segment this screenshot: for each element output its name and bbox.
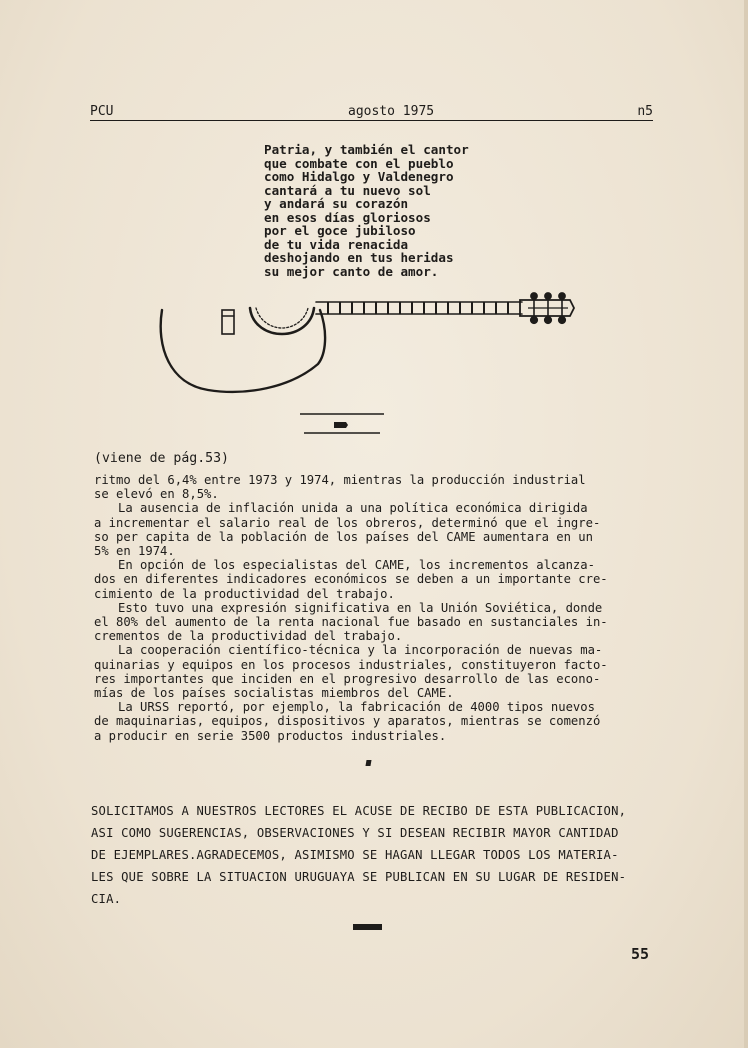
poem-line: su mejor canto de amor. bbox=[264, 263, 439, 279]
poem-line: por el goce jubiloso bbox=[264, 223, 416, 238]
header-issue: n5 bbox=[637, 104, 653, 119]
end-dash bbox=[353, 924, 382, 930]
poem-line: que combate con el pueblo bbox=[264, 155, 454, 171]
article-line: Esto tuvo una expresión significativa en la Unión Soviética, donde bbox=[118, 600, 603, 615]
article-line: dos en diferentes indicadores económicos se deben a un importante cre- bbox=[94, 572, 608, 587]
notice-line: SOLICITAMOS A NUESTROS LECTORES EL ACUSE DE RECIBO DE ESTA PUBLICACION, bbox=[91, 804, 627, 818]
article-line: crementos de la productividad del trabajo. bbox=[94, 629, 403, 644]
page-number: 55 bbox=[631, 945, 650, 963]
header-publication: PCU bbox=[90, 104, 114, 119]
poem-line: Patria, y también el cantor bbox=[264, 142, 469, 157]
article-line: quinarias y equipos en los procesos industriales, constituyeron facto- bbox=[94, 657, 608, 672]
article-line: 5% en 1974. bbox=[94, 544, 175, 559]
article-line: res importantes que inciden en el progresivo desarrollo de las econo- bbox=[94, 671, 601, 686]
article-line: a producir en serie 3500 productos industriales. bbox=[94, 728, 447, 743]
article-line: se elevó en 8,5%. bbox=[94, 487, 219, 502]
article-line: so per capita de la población de los países del CAME aumentara en un bbox=[94, 529, 593, 544]
article-line: La URSS reportó, por ejemplo, la fabricación de 4000 tipos nuevos bbox=[118, 700, 595, 715]
poem-line: deshojando en tus heridas bbox=[264, 250, 454, 265]
poem-line: cantará a tu nuevo sol bbox=[264, 182, 431, 198]
separator-mark bbox=[365, 760, 371, 766]
poem-line: como Hidalgo y Valdenegro bbox=[264, 169, 454, 184]
article-line: el 80% del aumento de la renta nacional fue basado en sustanciales in- bbox=[94, 615, 608, 630]
article-line: En opción de los especialistas del CAME, los incrementos alcanza- bbox=[118, 558, 595, 573]
guitar-icon bbox=[150, 292, 590, 398]
poem-line: de tu vida renacida bbox=[264, 236, 409, 252]
header-date: agosto 1975 bbox=[348, 104, 435, 119]
page-header bbox=[90, 100, 653, 121]
notice-line: CIA. bbox=[91, 892, 122, 906]
page-edge bbox=[744, 0, 748, 1048]
fist-ornament-icon bbox=[300, 412, 384, 434]
article-line: a incrementar el salario real de los obreros, determinó que el ingre- bbox=[94, 515, 601, 530]
notice-line: DE EJEMPLARES.AGRADECEMOS, ASIMISMO SE HAGAN LLEGAR TODOS LOS MATERIA- bbox=[91, 848, 619, 862]
readers-notice bbox=[91, 800, 691, 910]
article-line: ritmo del 6,4% entre 1973 y 1974, mientras la producción industrial bbox=[94, 473, 586, 487]
article-line: mías de los países socialistas miembros del CAME. bbox=[94, 686, 454, 701]
article-line: La ausencia de inflación unida a una política económica dirigida bbox=[118, 501, 588, 516]
poem-line: y andará su corazón bbox=[264, 196, 409, 211]
article-line: cimiento de la productividad del trabajo. bbox=[94, 586, 395, 601]
notice-line: LES QUE SOBRE LA SITUACION URUGUAYA SE PUBLICAN EN SU LUGAR DE RESIDEN- bbox=[91, 870, 627, 884]
poem bbox=[264, 143, 564, 278]
notice-line: ASI COMO SUGERENCIAS, OBSERVACIONES Y SI DESEAN RECIBIR MAYOR CANTIDAD bbox=[91, 826, 619, 840]
article-line: de maquinarias, equipos, dispositivos y aparatos, mientras se comenzó bbox=[94, 714, 601, 729]
article-body bbox=[94, 473, 674, 743]
continued-from-note: (viene de pág.53) bbox=[94, 451, 229, 466]
article-line: La cooperación científico-técnica y la incorporación de nuevas ma- bbox=[118, 643, 603, 658]
poem-line: en esos días gloriosos bbox=[264, 209, 431, 225]
